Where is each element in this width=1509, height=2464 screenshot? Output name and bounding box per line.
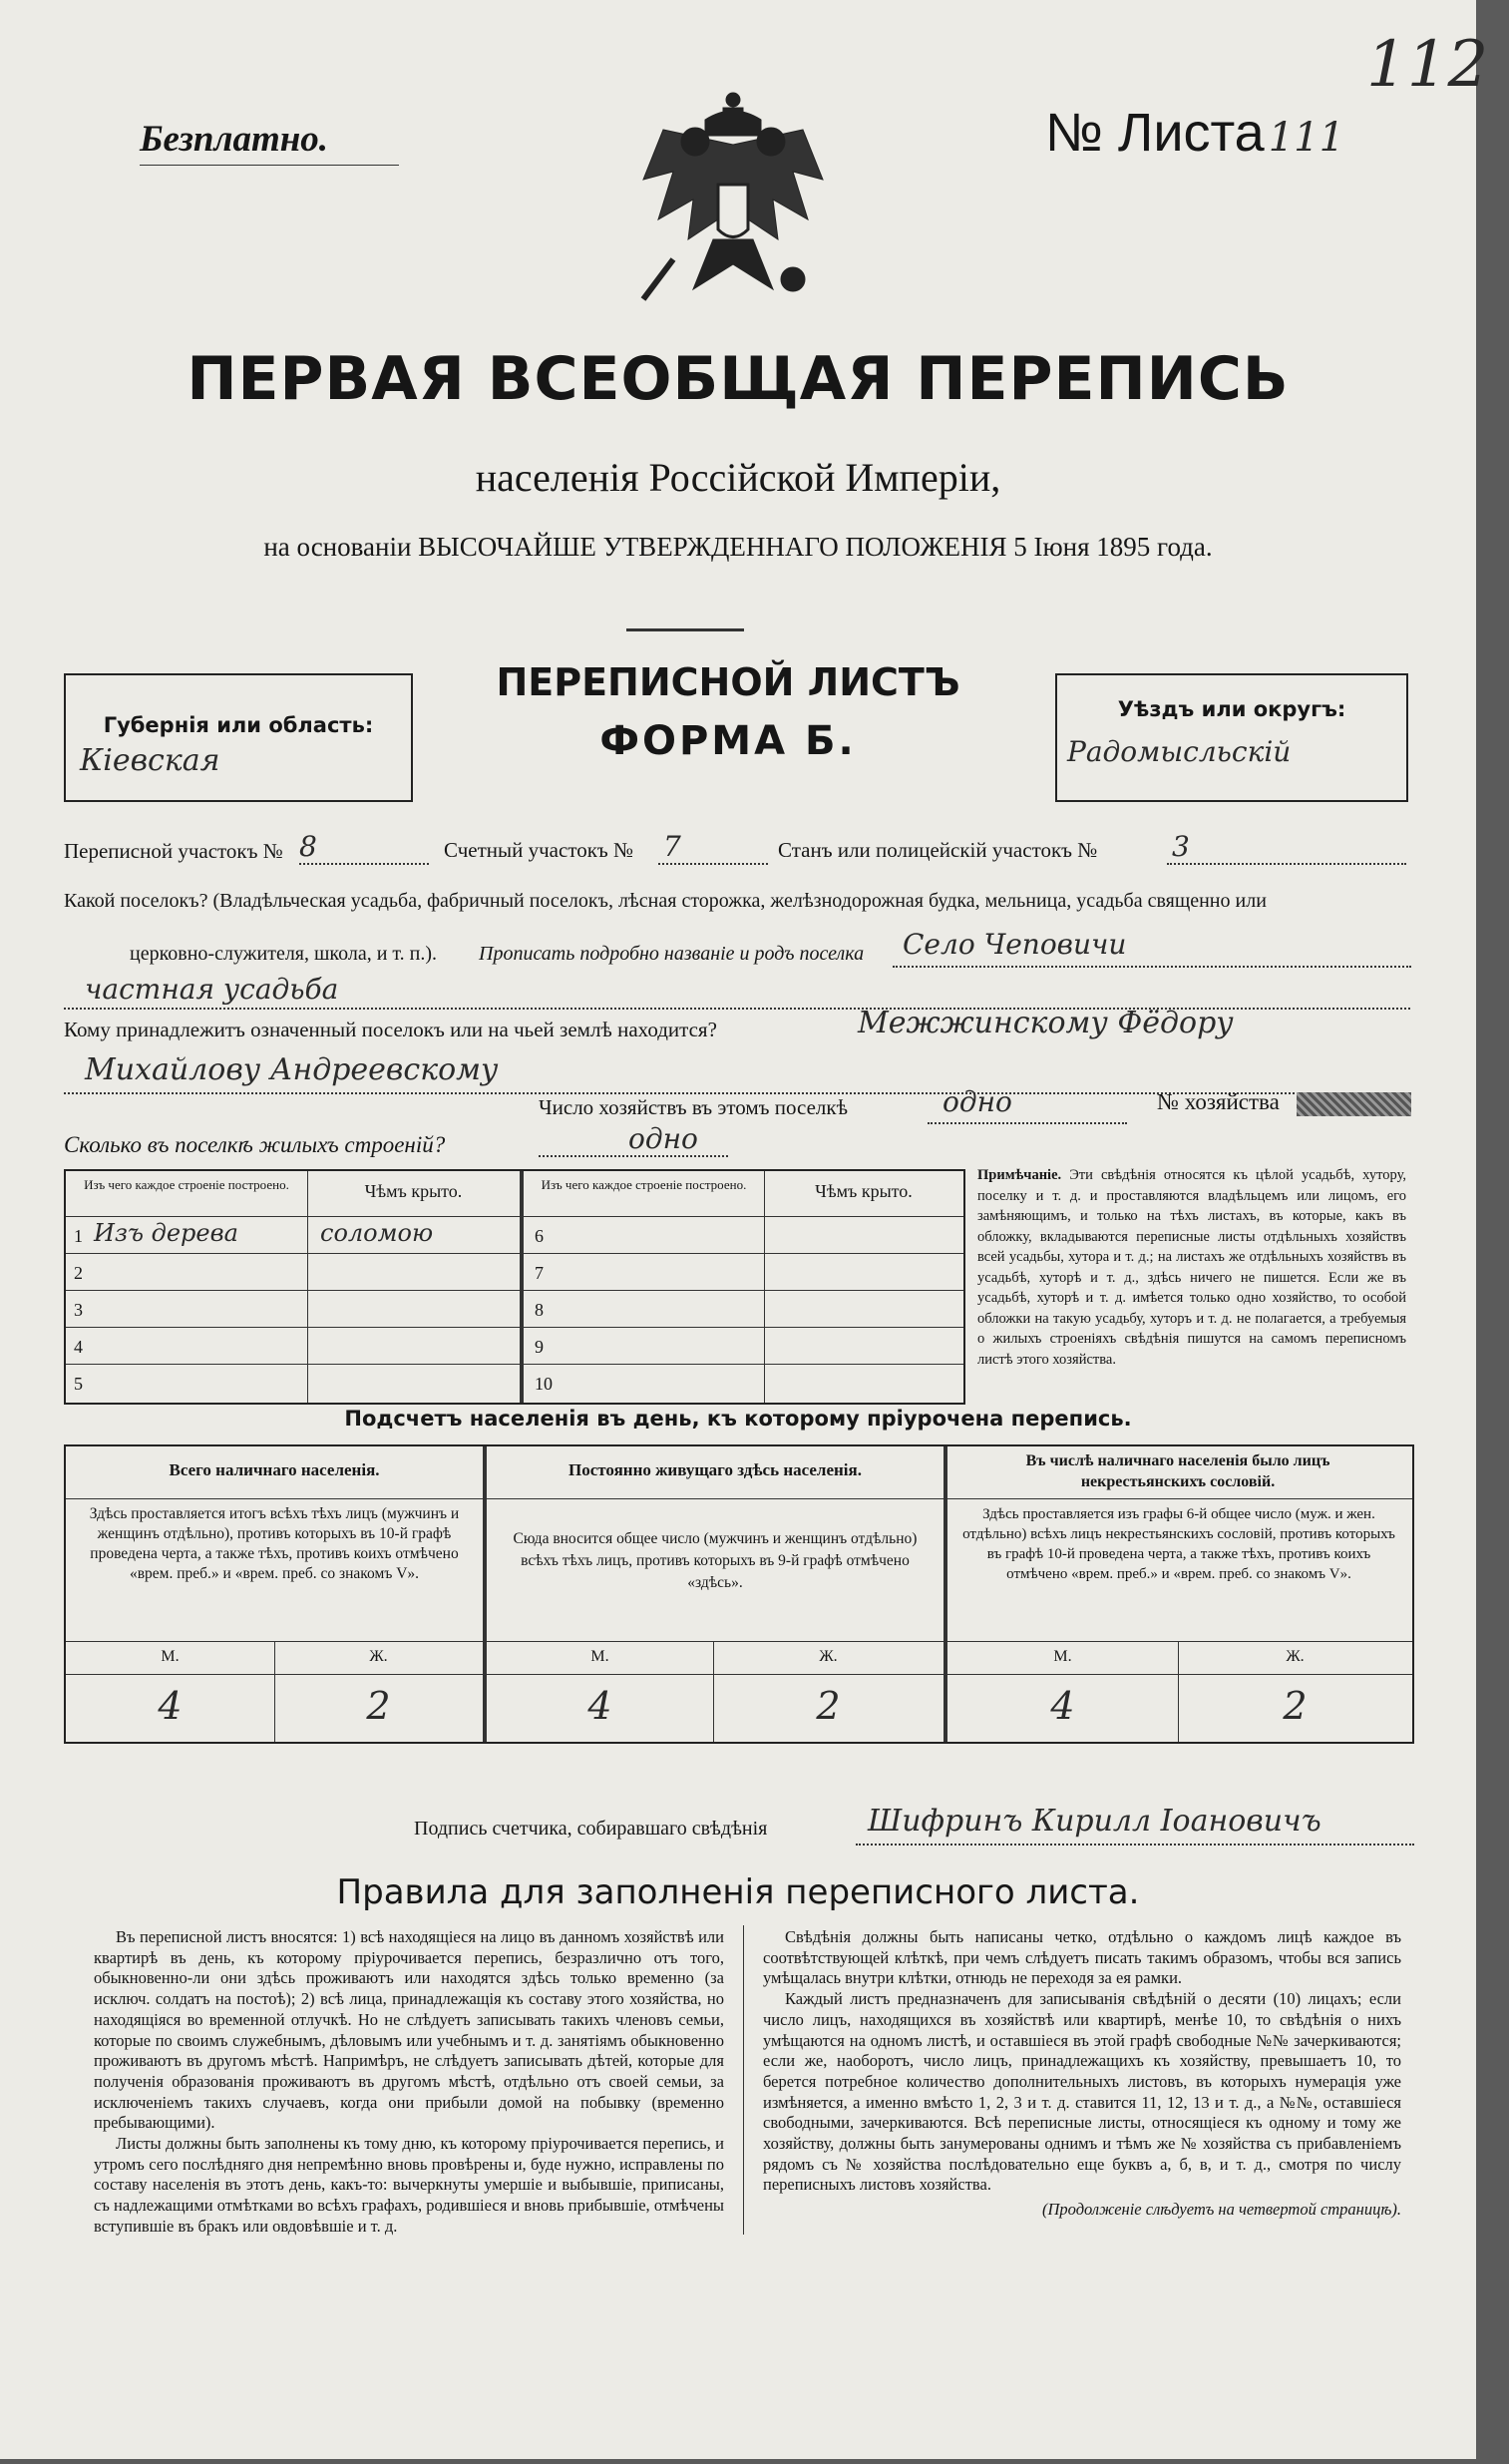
gubernia-box — [64, 673, 413, 802]
uezd-box — [1055, 673, 1408, 802]
settlement-hint: Прописать подробно названіе и родъ поселка — [479, 943, 865, 965]
row-number: 6 — [535, 1226, 544, 1246]
page-subtitle: населенія Россійской Имперіи, — [475, 455, 1001, 500]
pop-m-label: М. — [161, 1648, 180, 1665]
buildings-value: одно — [628, 1122, 698, 1155]
sheet-number-value: 111 — [1268, 115, 1345, 161]
count-district-label: Счетный участокъ № — [444, 838, 634, 862]
pop-m-value: 4 — [587, 1684, 612, 1728]
settlement-value-1: Село Чеповичи — [903, 928, 1127, 961]
col-roof-left: Чѣмъ крыто. — [364, 1181, 463, 1201]
owner-question: Кому принадлежитъ означенный поселокъ или на чьей землѣ находится? — [64, 1018, 717, 1041]
households-value: одно — [943, 1085, 1012, 1118]
gubernia-value: Кіевская — [80, 743, 220, 778]
pop-m-label: М. — [1053, 1648, 1072, 1665]
row-number: 8 — [535, 1300, 544, 1320]
row-number: 1 — [74, 1226, 83, 1246]
regulation-basis: на основаніи ВЫСОЧАЙШЕ УТВЕРЖДЕННАГО ПОЛОЖЕНІЯ 5 Іюня 1895 года. — [263, 532, 1213, 562]
archive-number: 112 — [1366, 28, 1489, 102]
pop-f-value: 2 — [366, 1684, 391, 1728]
signature-label: Подпись счетчика, собиравшаго свѣдѣнія — [414, 1818, 768, 1840]
pop-f-value: 2 — [816, 1684, 841, 1728]
row-number: 7 — [535, 1263, 544, 1283]
note-label: Примѣчаніе. — [977, 1167, 1062, 1183]
rules-heading: Правила для заполненія переписного листа. — [336, 1872, 1140, 1912]
row-roof: соломою — [320, 1219, 434, 1247]
buildings-label: Сколько въ поселкѣ жилыхъ строеній? — [64, 1132, 446, 1157]
count-district-value: 7 — [663, 830, 681, 863]
rules-right-paragraph-1: Свѣдѣнія должны быть написаны четко, отдѣльно о каждомъ лицѣ каждое въ соотвѣтствующей клѣткѣ, при чемъ слѣдуетъ писать такимъ образомъ, чтобы вся запись умѣщалась внутри клѣтки, отнюдь не переходя за ея рамки. — [763, 1927, 1401, 1988]
row-number: 10 — [535, 1374, 553, 1394]
households-label: Число хозяйствъ въ этомъ поселкѣ — [539, 1095, 848, 1119]
census-district-value: 8 — [299, 830, 317, 863]
sheet-number-block — [1045, 102, 1344, 164]
pop-col-title-3: Въ числѣ наличнаго населенія было лицъ некрестьянскихъ сословій. — [1025, 1452, 1330, 1490]
sheet-title: ПЕРЕПИСНОЙ ЛИСТЪ — [496, 660, 960, 704]
stan-value: 3 — [1172, 830, 1190, 863]
bleed-through — [80, 180, 1376, 339]
pop-m-value: 4 — [158, 1684, 183, 1728]
pop-col-title-1: Всего наличнаго населенія. — [169, 1460, 380, 1479]
col-material-left: Изъ чего каждое строеніе построено. — [84, 1177, 289, 1192]
pop-f-label: Ж. — [369, 1648, 388, 1665]
rules-right-paragraph-2: Каждый листъ предназначенъ для записыванія свѣдѣній о десяти (10) лицахъ; если число лицъ, находящихся въ хозяйствѣ или квартирѣ, менѣе 10, то свѣдѣнія о нихъ умѣщаются на одномъ листѣ, и оставшіеся въ этой графѣ свободные №№ зачеркиваются; если же, наоборотъ, число лицъ, принадлежащихъ къ хозяйству, превышаетъ 10, то берется потребное количество дополнительныхъ листовъ, въ которыхъ нумерація уже измѣняется, а именно вмѣсто 1, 2, 3 и т. д. ставится 11, 12, 13 и т. д., а №№, оставшіеся свободными, зачеркиваются. Всѣ переписные листы, относящіеся къ одному и тому же хозяйству, должны быть занумерованы однимъ и тѣмъ же № хозяйства съ прибавленіемъ рядомъ съ № хозяйства послѣдовательно еще буквъ а, б, в, и т. д., смотря по числу переписныхъ листовъ хозяйства. — [763, 1989, 1401, 2195]
note — [977, 1165, 1406, 1370]
pop-f-label: Ж. — [819, 1648, 838, 1665]
household-number-redacted — [1297, 1092, 1411, 1116]
owner-value-2: Михайлову Андреевскому — [85, 1052, 499, 1087]
pop-f-value: 2 — [1283, 1684, 1308, 1728]
buildings-table — [64, 1169, 965, 1405]
signature-value: Шифринъ Кирилл Іоановичъ — [868, 1804, 1321, 1839]
stan-label: Станъ или полицейскій участокъ № — [778, 838, 1098, 862]
census-district-label: Переписной участокъ № — [64, 839, 283, 863]
row-number: 9 — [535, 1337, 544, 1357]
pop-col-title-2: Постоянно живущаго здѣсь населенія. — [568, 1460, 862, 1479]
gubernia-label: Губернія или область: — [103, 713, 374, 737]
bleed-through-mark — [1336, 988, 1342, 1014]
uezd-label: Уѣздъ или округъ: — [1117, 697, 1346, 721]
settlement-value-2: частная усадьба — [85, 973, 339, 1006]
district-line — [64, 838, 283, 865]
pop-col-desc-3: Здѣсь проставляется изъ графы 6-й общее число (муж. и жен. отдѣльно) всѣхъ лицъ некрестьянскихъ сословій, противъ которыхъ въ графѣ 10-й проведена черта, а также тѣхъ, противъ коихъ отмѣчено «врем. преб.» и «врем. преб. со знакомъ V». — [962, 1506, 1395, 1582]
row-number: 4 — [74, 1337, 83, 1357]
uezd-value: Радомысльскій — [1067, 735, 1292, 768]
rules-left-paragraph-1: Въ переписной листъ вносятся: 1) всѣ находящіеся на лицо въ данномъ хозяйствѣ или квартирѣ въ день, къ которому пріурочивается перепись, безразлично отъ того, обыкновенно-ли они здѣсь проживаютъ или находятся здѣсь только временно (за исключ. солдатъ на постоѣ); 2) всѣ лица, принадлежащія къ составу этого хозяйства, но находящіяся во временной отлучкѣ. Но не слѣдуетъ записывать такихъ членовъ семьи, которые по своимъ служебнымъ, дѣловымъ или учебнымъ и т. д. занятіямъ обыкновенно проживаютъ въ другомъ мѣстѣ. Напримѣръ, не слѣдуетъ записывать дѣтей, которые для полученія образованія проживаютъ въ другомъ мѣстѣ, отдѣльно отъ своей семьи, за исключеніемъ такихъ случаевъ, когда они прибыли домой на побывку (временно пребывающими). — [94, 1927, 724, 2133]
rules-left — [94, 1927, 724, 2238]
row-number: 3 — [74, 1300, 83, 1320]
row-material: Изъ дерева — [94, 1219, 238, 1247]
pop-col-desc-1: Здѣсь проставляется итогъ всѣхъ тѣхъ лицъ (мужчинъ и женщинъ отдѣльно), противъ которыхъ въ 10-й графѣ проведена черта, а также тѣхъ, противъ коихъ отмѣчено «врем. преб.» и «врем. преб. со знакомъ V». — [89, 1505, 460, 1582]
row-number: 5 — [74, 1374, 83, 1394]
rules-right — [763, 1927, 1401, 2221]
owner-value-1: Межжинскому Фёдору — [858, 1006, 1234, 1040]
col-material-right: Изъ чего каждое строеніе построено. — [541, 1177, 747, 1192]
pop-m-label: М. — [590, 1648, 609, 1665]
pop-f-label: Ж. — [1286, 1648, 1305, 1665]
pop-col-desc-2: Сюда вносится общее число (мужчинъ и женщинъ отдѣльно) всѣхъ тѣхъ лицъ, противъ которыхъ въ 9-й графѣ отмѣчено «здѣсь». — [513, 1530, 918, 1591]
settlement-question-cont: церковно-служителя, школа, и т. п.). — [130, 943, 437, 965]
col-roof-right: Чѣмъ крыто. — [815, 1181, 913, 1201]
free-label: Безплатно. — [140, 119, 329, 160]
rules-left-paragraph-2: Листы должны быть заполнены къ тому дню, къ которому пріурочивается перепись, и утромъ сего послѣдняго дня непремѣнно вновь провѣрены и, буде нужно, исправлены по составу населенія въ этотъ день, какъ-то: вычеркнуты умершіе и выбывшіе, приписаны, съ надлежащими отмѣтками во всѣхъ графахъ, родившіеся и вновь прибывшіе, отмѣчены вступившіе въ бракъ или овдовѣвшіе и т. д. — [94, 2134, 724, 2236]
page-title: ПЕРВАЯ ВСЕОБЩАЯ ПЕРЕПИСЬ — [187, 344, 1290, 414]
population-heading: Подсчетъ населенія въ день, къ которому пріурочена перепись. — [344, 1407, 1132, 1431]
household-number-label: № хозяйства — [1157, 1089, 1280, 1114]
note-text: Эти свѣдѣнія относятся къ цѣлой усадьбѣ, хутору, поселку и т. д. и проставляются владѣльцемъ или лицомъ, его замѣняющимъ, и только на тѣхъ листахъ, въ которые, какъ въ обложку, вкладываются переписные листы отдѣльныхъ хозяйствъ всей усадьбы, хутора и т. д.; на листахъ же отдѣльныхъ хозяйствъ въ усадьбѣ, хуторѣ и т. д., здѣсь ничего не пишется. Если же въ усадьбѣ, хуторѣ и т. д. имѣется только одно хозяйство, то особой обложки на такую усадьбу, хуторъ и т. д. не полагается, а требуемыя о жилыхъ строеніяхъ свѣдѣнія пишутся на самомъ переписномъ листѣ этого хозяйства. — [977, 1167, 1407, 1368]
form-name: ФОРМА Б. — [599, 718, 857, 764]
population-table — [64, 1444, 1414, 1744]
rules-continuation: (Продолженіе слѣдуетъ на четвертой страницѣ). — [1042, 2200, 1401, 2220]
settlement-question: Какой поселокъ? (Владѣльческая усадьба, фабричный поселокъ, лѣсная сторожка, желѣзнодорожная будка, мельница, усадьба священно или — [64, 890, 1267, 912]
pop-m-value: 4 — [1050, 1684, 1075, 1728]
sheet-number-label: № Листа — [1045, 103, 1265, 163]
row-number: 2 — [74, 1263, 83, 1283]
